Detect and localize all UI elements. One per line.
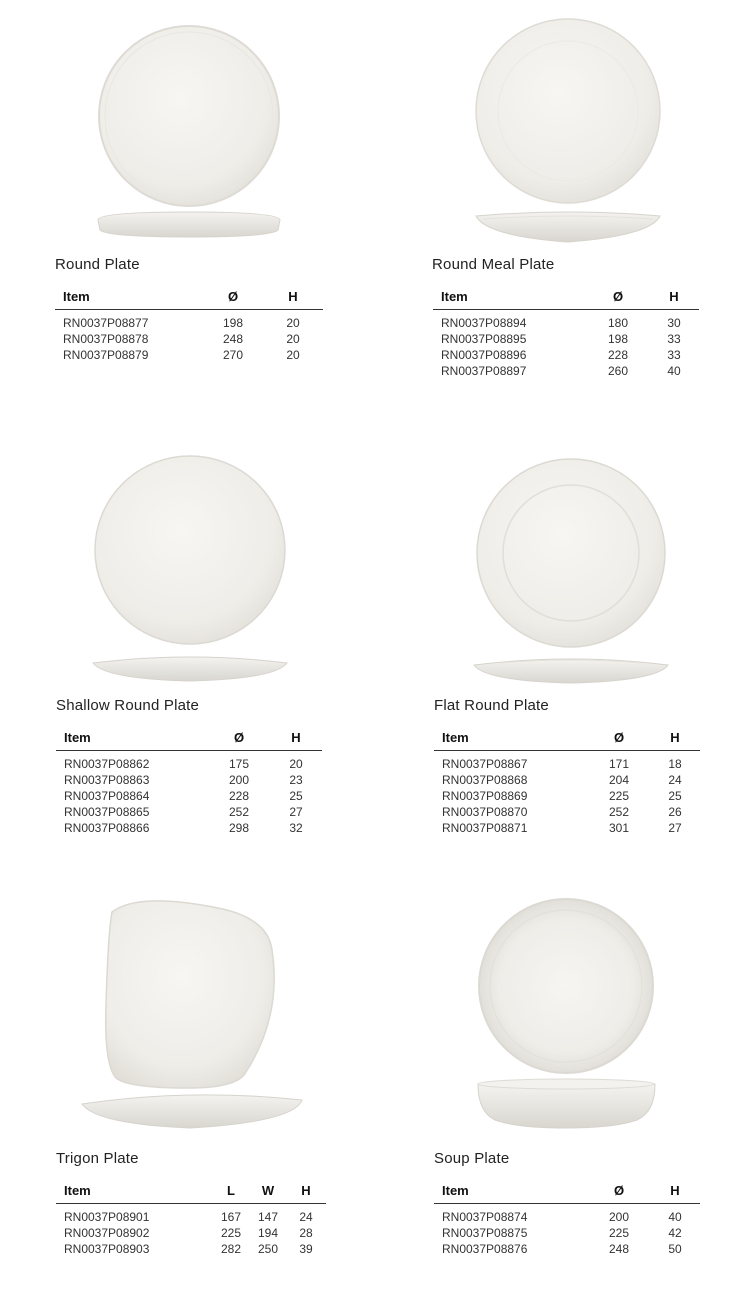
- col-header-height: H: [270, 728, 322, 751]
- product-title: Round Meal Plate: [432, 256, 555, 273]
- diameter-value: 301: [608, 821, 630, 835]
- height-value: 26: [668, 805, 682, 819]
- table-row: [433, 331, 699, 347]
- item-code: RN0037P08866: [64, 821, 150, 835]
- table-row: [434, 751, 700, 773]
- col-header-diameter: Ø: [587, 287, 649, 310]
- height-value: 23: [289, 773, 303, 787]
- item-code: RN0037P08869: [442, 789, 528, 803]
- item-code: RN0037P08877: [63, 316, 149, 330]
- item-code: RN0037P08901: [64, 1210, 150, 1224]
- item-code: RN0037P08870: [442, 805, 528, 819]
- diameter-value: 270: [222, 348, 244, 362]
- item-code: RN0037P08863: [64, 773, 150, 787]
- table-row: [434, 1225, 700, 1241]
- spec-table: [56, 1181, 326, 1257]
- height-value: 42: [668, 1226, 682, 1240]
- diameter-value: 248: [222, 332, 244, 346]
- col-header-height: H: [650, 728, 700, 751]
- product-trigon-plate: [0, 866, 375, 1299]
- table-row: [56, 804, 322, 820]
- height-value: 24: [668, 773, 682, 787]
- item-code: RN0037P08864: [64, 789, 150, 803]
- item-code: RN0037P08871: [442, 821, 528, 835]
- item-code: RN0037P08895: [441, 332, 527, 346]
- col-header-diameter: Ø: [208, 728, 270, 751]
- item-code: RN0037P08862: [64, 757, 150, 771]
- col-header-item: Item: [434, 728, 588, 751]
- product-flat-round-plate: [375, 433, 750, 866]
- spec-table: [434, 728, 700, 836]
- col-header-item: Item: [56, 728, 208, 751]
- table-row: [433, 310, 699, 332]
- item-code: RN0037P08868: [442, 773, 528, 787]
- col-header-height: H: [263, 287, 323, 310]
- product-shallow-round-plate: [0, 433, 375, 866]
- round-plate-image: [0, 0, 375, 250]
- length-value: 167: [220, 1210, 242, 1224]
- diameter-value: 175: [228, 757, 250, 771]
- diameter-value: 298: [228, 821, 250, 835]
- col-header-item: Item: [55, 287, 203, 310]
- table-row: [434, 788, 700, 804]
- col-header-height: H: [650, 1181, 700, 1204]
- item-code: RN0037P08903: [64, 1242, 150, 1256]
- height-value: 40: [668, 1210, 682, 1224]
- col-header-height: H: [286, 1181, 326, 1204]
- diameter-value: 180: [607, 316, 629, 330]
- table-row: [434, 1204, 700, 1226]
- width-value: 194: [257, 1226, 279, 1240]
- col-header-diameter: Ø: [588, 728, 650, 751]
- col-header-item: Item: [433, 287, 587, 310]
- diameter-value: 228: [607, 348, 629, 362]
- col-header-length: L: [212, 1181, 250, 1204]
- col-header-height: H: [649, 287, 699, 310]
- height-value: 20: [286, 332, 300, 346]
- diameter-value: 260: [607, 364, 629, 378]
- trigon-plate-image: [0, 866, 375, 1146]
- table-row: [433, 347, 699, 363]
- table-row: [433, 363, 699, 379]
- item-code: RN0037P08879: [63, 348, 149, 362]
- diameter-value: 252: [228, 805, 250, 819]
- table-row: [434, 820, 700, 836]
- diameter-value: 248: [608, 1242, 630, 1256]
- diameter-value: 171: [608, 757, 630, 771]
- length-value: 225: [220, 1226, 242, 1240]
- table-row: [434, 1241, 700, 1257]
- diameter-value: 252: [608, 805, 630, 819]
- product-soup-plate: [375, 866, 750, 1299]
- height-value: 28: [299, 1226, 313, 1240]
- item-code: RN0037P08894: [441, 316, 527, 330]
- diameter-value: 228: [228, 789, 250, 803]
- table-row: [56, 1225, 326, 1241]
- table-row: [56, 788, 322, 804]
- item-code: RN0037P08874: [442, 1210, 528, 1224]
- height-value: 50: [668, 1242, 682, 1256]
- height-value: 30: [667, 316, 681, 330]
- item-code: RN0037P08865: [64, 805, 150, 819]
- product-title: Soup Plate: [434, 1150, 510, 1167]
- diameter-value: 200: [228, 773, 250, 787]
- diameter-value: 200: [608, 1210, 630, 1224]
- width-value: 147: [257, 1210, 279, 1224]
- height-value: 20: [286, 316, 300, 330]
- table-row: [434, 804, 700, 820]
- item-code: RN0037P08902: [64, 1226, 150, 1240]
- height-value: 25: [289, 789, 303, 803]
- height-value: 33: [667, 348, 681, 362]
- spec-table: [434, 1181, 700, 1257]
- col-header-item: Item: [434, 1181, 588, 1204]
- item-code: RN0037P08896: [441, 348, 527, 362]
- height-value: 24: [299, 1210, 313, 1224]
- item-code: RN0037P08876: [442, 1242, 528, 1256]
- col-header-diameter: Ø: [588, 1181, 650, 1204]
- soup-plate-image: [375, 866, 750, 1146]
- table-row: [55, 310, 323, 332]
- width-value: 250: [257, 1242, 279, 1256]
- height-value: 27: [668, 821, 682, 835]
- spec-table: [433, 287, 699, 379]
- col-header-width: W: [250, 1181, 286, 1204]
- length-value: 282: [220, 1242, 242, 1256]
- diameter-value: 225: [608, 1226, 630, 1240]
- height-value: 18: [668, 757, 682, 771]
- col-header-item: Item: [56, 1181, 212, 1204]
- product-title: Shallow Round Plate: [56, 697, 200, 714]
- height-value: 20: [286, 348, 300, 362]
- height-value: 20: [289, 757, 303, 771]
- diameter-value: 198: [222, 316, 244, 330]
- table-row: [434, 772, 700, 788]
- round-meal-plate-image: [375, 0, 750, 250]
- shallow-round-plate-image: [0, 433, 375, 693]
- table-row: [55, 331, 323, 347]
- diameter-value: 204: [608, 773, 630, 787]
- table-row: [55, 347, 323, 363]
- table-row: [56, 751, 322, 773]
- height-value: 39: [299, 1242, 313, 1256]
- product-title: Trigon Plate: [56, 1150, 139, 1167]
- diameter-value: 225: [608, 789, 630, 803]
- product-round-meal-plate: [375, 0, 750, 433]
- product-round-plate: [0, 0, 375, 433]
- diameter-value: 198: [607, 332, 629, 346]
- item-code: RN0037P08878: [63, 332, 149, 346]
- height-value: 33: [667, 332, 681, 346]
- item-code: RN0037P08867: [442, 757, 528, 771]
- product-title: Round Plate: [55, 256, 140, 273]
- table-row: [56, 1204, 326, 1226]
- item-code: RN0037P08897: [441, 364, 527, 378]
- table-row: [56, 772, 322, 788]
- height-value: 32: [289, 821, 303, 835]
- spec-table: [56, 728, 322, 836]
- spec-table: [55, 287, 323, 363]
- item-code: RN0037P08875: [442, 1226, 528, 1240]
- height-value: 25: [668, 789, 682, 803]
- height-value: 27: [289, 805, 303, 819]
- table-row: [56, 820, 322, 836]
- flat-round-plate-image: [375, 433, 750, 693]
- height-value: 40: [667, 364, 681, 378]
- product-title: Flat Round Plate: [434, 697, 549, 714]
- table-row: [56, 1241, 326, 1257]
- col-header-diameter: Ø: [203, 287, 263, 310]
